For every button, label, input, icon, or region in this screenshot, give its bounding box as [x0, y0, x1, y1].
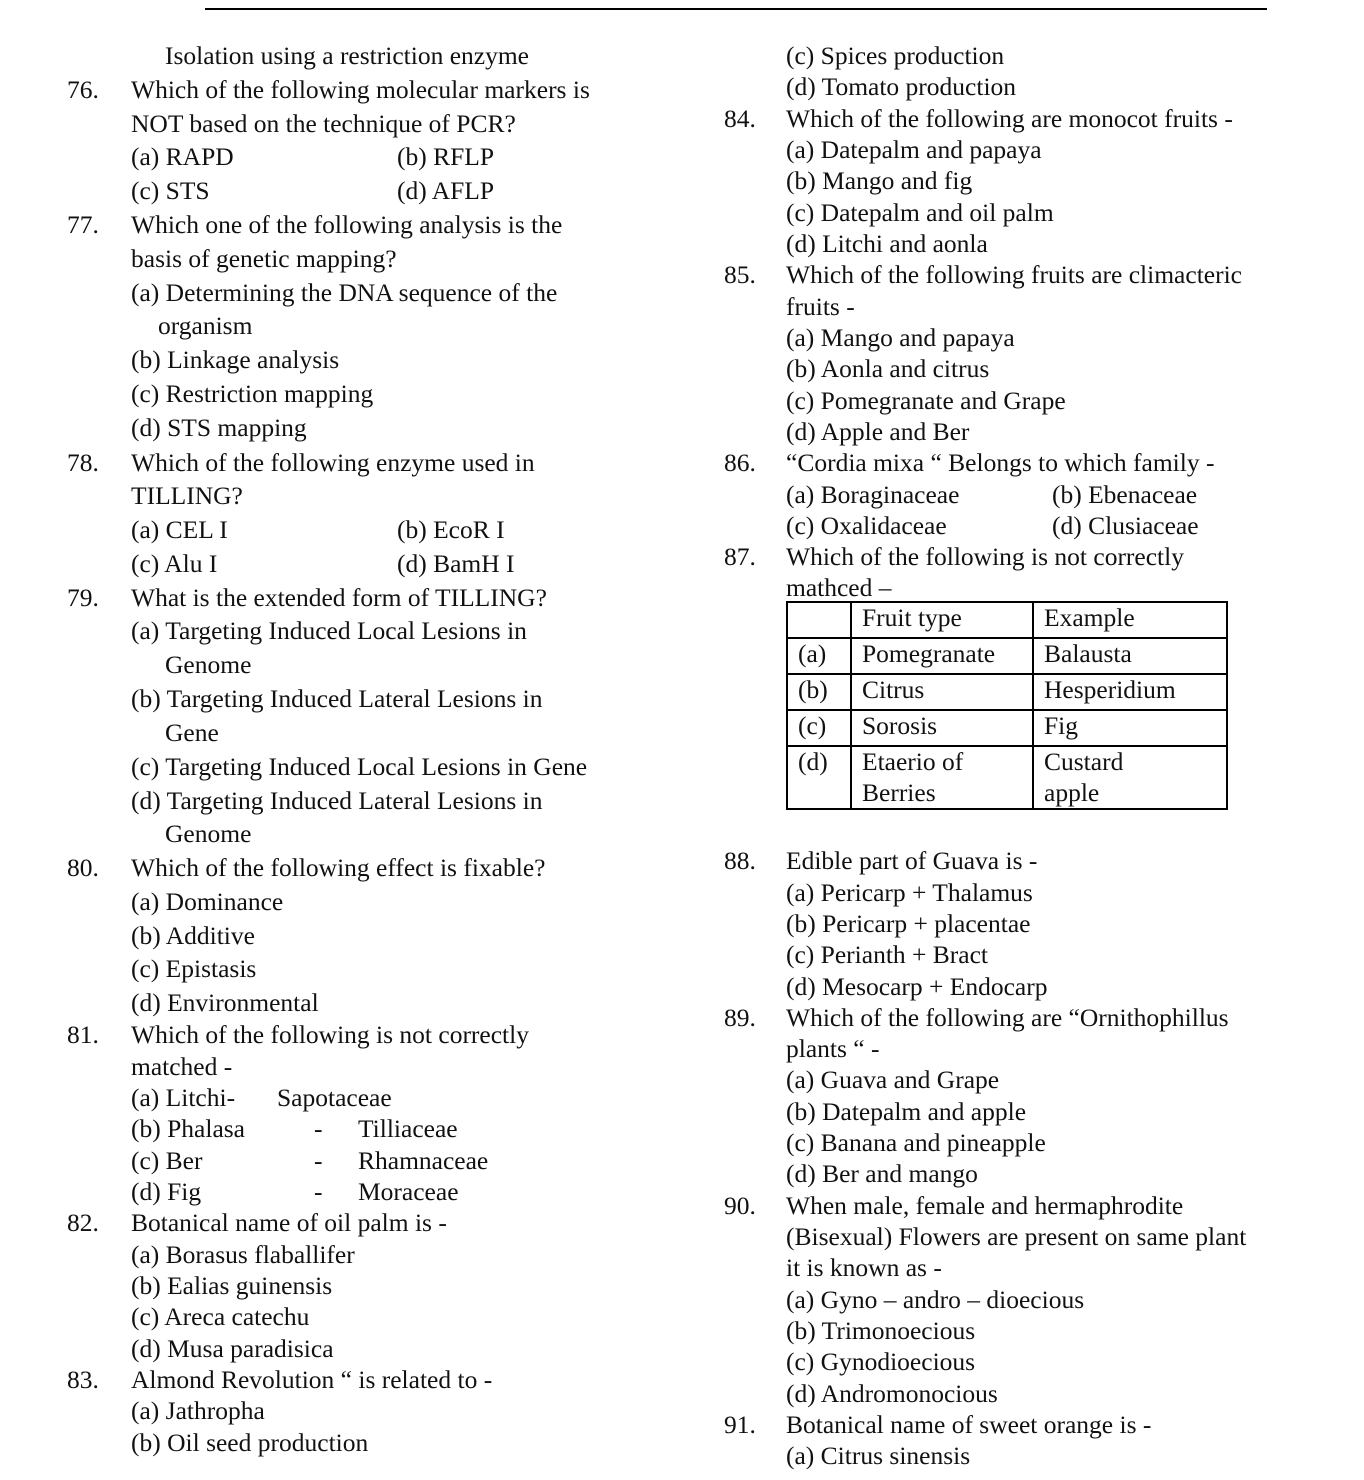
- question-82-text: Botanical name of oil palm is -: [131, 1208, 447, 1237]
- question-90-option-b: (b) Trimonoecious: [786, 1316, 976, 1345]
- question-number-81: 81.: [67, 1020, 99, 1049]
- example-cell: Custard apple: [1033, 746, 1227, 809]
- question-82-option-a: (a) Borasus flaballifer: [131, 1240, 355, 1269]
- question-79-option-b: Gene: [165, 718, 219, 747]
- question-83-option-d: (d) Tomato production: [786, 72, 1017, 101]
- question-82-option-b: (b) Ealias guinensis: [131, 1271, 333, 1300]
- question-88-option-b: (b) Pericarp + placentae: [786, 909, 1031, 938]
- question-87-text: mathced –: [786, 573, 892, 602]
- table-row: [787, 710, 1227, 746]
- question-77-text: Which one of the following analysis is the: [131, 210, 563, 239]
- question-number-82: 82.: [67, 1208, 99, 1237]
- question-88-option-c: (c) Perianth + Bract: [786, 940, 989, 969]
- question-88-option-d: (d) Mesocarp + Endocarp: [786, 972, 1048, 1001]
- question-number-90: 90.: [724, 1191, 756, 1220]
- question-78-option-d: (d) BamH I: [397, 549, 515, 578]
- question-89-option-d: (d) Ber and mango: [786, 1159, 978, 1188]
- question-78-option-c: (c) Alu I: [131, 549, 218, 578]
- question-84-option-d: (d) Litchi and aonla: [786, 229, 988, 258]
- question-77-option-d: (d) STS mapping: [131, 413, 307, 442]
- question-85-text: fruits -: [786, 292, 855, 321]
- top-rule: [205, 8, 1267, 10]
- question-81-option-d-dash: -: [314, 1177, 323, 1206]
- question-number-84: 84.: [724, 104, 756, 133]
- question-79-option-a: (a) Targeting Induced Local Lesions in: [131, 616, 527, 645]
- question-number-89: 89.: [724, 1003, 756, 1032]
- question-89-text: Which of the following are “Ornithophillus: [786, 1003, 1229, 1032]
- question-77-option-c: (c) Restriction mapping: [131, 379, 374, 408]
- table-row: [787, 638, 1227, 674]
- question-77-text: basis of genetic mapping?: [131, 244, 397, 273]
- question-90-option-d: (d) Andromonocious: [786, 1379, 998, 1408]
- question-81-option-c: (c) Ber: [131, 1146, 203, 1175]
- question-84-text: Which of the following are monocot fruits -: [786, 104, 1233, 133]
- question-86-text: “Cordia mixa “ Belongs to which family -: [786, 448, 1215, 477]
- row-label: (c): [787, 710, 851, 746]
- question-84-option-b: (b) Mango and fig: [786, 166, 973, 195]
- question-80-option-d: (d) Environmental: [131, 988, 319, 1017]
- table-header-cell: Example: [1033, 602, 1227, 638]
- question-76-option-b: (b) RFLP: [397, 142, 495, 171]
- question-number-78: 78.: [67, 448, 99, 477]
- table-row: [787, 746, 1227, 809]
- question-number-79: 79.: [67, 583, 99, 612]
- question-90-text: When male, female and hermaphrodite: [786, 1191, 1184, 1220]
- question-86-option-a: (a) Boraginaceae: [786, 480, 960, 509]
- question-89-option-c: (c) Banana and pineapple: [786, 1128, 1046, 1157]
- row-label: (d): [787, 746, 851, 809]
- question-number-83: 83.: [67, 1365, 99, 1394]
- example-cell: Hesperidium: [1033, 674, 1227, 710]
- question-81-option-c-family: Rhamnaceae: [358, 1146, 489, 1175]
- question-91-option-a: (a) Citrus sinensis: [786, 1441, 971, 1470]
- question-79-option-b: (b) Targeting Induced Lateral Lesions in: [131, 684, 543, 713]
- question-86-option-b: (b) Ebenaceae: [1052, 480, 1198, 509]
- question-number-88: 88.: [724, 846, 756, 875]
- question-78-text: Which of the following enzyme used in: [131, 448, 535, 477]
- question-81-option-a: (a) Litchi-: [131, 1083, 236, 1112]
- table-header-cell: [787, 602, 851, 638]
- question-76-option-d: (d) AFLP: [397, 176, 495, 205]
- question-83-option-a: (a) Jathropha: [131, 1396, 265, 1425]
- question-84-option-c: (c) Datepalm and oil palm: [786, 198, 1054, 227]
- question-85-text: Which of the following fruits are climacteric: [786, 260, 1242, 289]
- question-81-text: Which of the following is not correctly: [131, 1020, 529, 1049]
- question-90-text: it is known as -: [786, 1253, 942, 1282]
- question-89-option-b: (b) Datepalm and apple: [786, 1097, 1027, 1126]
- fruit-type-cell: Citrus: [851, 674, 1033, 710]
- question-80-text: Which of the following effect is fixable?: [131, 853, 546, 882]
- question-76-option-c: (c) STS: [131, 176, 210, 205]
- question-82-option-c: (c) Areca catechu: [131, 1302, 310, 1331]
- row-label: (a): [787, 638, 851, 674]
- question-85-option-d: (d) Apple and Ber: [786, 417, 970, 446]
- question-91-text: Botanical name of sweet orange is -: [786, 1410, 1152, 1439]
- question-81-option-a-family: Sapotaceae: [277, 1083, 392, 1112]
- question-81-text: matched -: [131, 1052, 233, 1081]
- question-88-option-a: (a) Pericarp + Thalamus: [786, 878, 1033, 907]
- question-81-option-d-family: Moraceae: [358, 1177, 459, 1206]
- fruit-type-cell: Sorosis: [851, 710, 1033, 746]
- question-87-text: Which of the following is not correctly: [786, 542, 1184, 571]
- question-77-option-a: organism: [158, 311, 253, 340]
- question-77-option-b: (b) Linkage analysis: [131, 345, 340, 374]
- question-77-option-a: (a) Determining the DNA sequence of the: [131, 278, 558, 307]
- question-85-option-c: (c) Pomegranate and Grape: [786, 386, 1066, 415]
- question-83-option-c: (c) Spices production: [786, 41, 1005, 70]
- table-header-cell: Fruit type: [851, 602, 1033, 638]
- question-83-option-b: (b) Oil seed production: [131, 1428, 369, 1457]
- fruit-type-cell: Etaerio of Berries: [851, 746, 1033, 809]
- question-number-77: 77.: [67, 210, 99, 239]
- question-78-text: TILLING?: [131, 481, 243, 510]
- table-row: [787, 674, 1227, 710]
- question-81-option-c-dash: -: [314, 1146, 323, 1175]
- question-number-76: 76.: [67, 75, 99, 104]
- question-81-option-b-family: Tilliaceae: [358, 1114, 458, 1143]
- question-79-option-d: (d) Targeting Induced Lateral Lesions in: [131, 786, 543, 815]
- question-76-text: NOT based on the technique of PCR?: [131, 109, 516, 138]
- question-83-text: Almond Revolution “ is related to -: [131, 1365, 493, 1394]
- question-90-option-c: (c) Gynodioecious: [786, 1347, 976, 1376]
- question-90-text: (Bisexual) Flowers are present on same plant: [786, 1222, 1247, 1251]
- question-81-option-b-dash: -: [314, 1114, 323, 1143]
- fruit-type-cell: Pomegranate: [851, 638, 1033, 674]
- question-89-text: plants “ -: [786, 1034, 880, 1063]
- question-76-option-a: (a) RAPD: [131, 142, 234, 171]
- question-86-option-c: (c) Oxalidaceae: [786, 511, 947, 540]
- question-80-option-c: (c) Epistasis: [131, 954, 257, 983]
- question-number-91: 91.: [724, 1410, 756, 1439]
- question-82-option-d: (d) Musa paradisica: [131, 1334, 334, 1363]
- question-80-option-b: (b) Additive: [131, 921, 255, 950]
- question-89-option-a: (a) Guava and Grape: [786, 1065, 1000, 1094]
- question-81-option-b: (b) Phalasa: [131, 1114, 246, 1143]
- question-88-text: Edible part of Guava is -: [786, 846, 1038, 875]
- continued-option-text: Isolation using a restriction enzyme: [165, 41, 529, 70]
- question-76-text: Which of the following molecular markers is: [131, 75, 590, 104]
- question-78-option-a: (a) CEL I: [131, 515, 228, 544]
- question-79-option-a: Genome: [165, 650, 252, 679]
- question-90-option-a: (a) Gyno – andro – dioecious: [786, 1285, 1085, 1314]
- question-79-text: What is the extended form of TILLING?: [131, 583, 547, 612]
- example-cell: Balausta: [1033, 638, 1227, 674]
- question-86-option-d: (d) Clusiaceae: [1052, 511, 1199, 540]
- example-cell: Fig: [1033, 710, 1227, 746]
- table-header-row: [787, 602, 1227, 638]
- question-79-option-d: Genome: [165, 819, 252, 848]
- question-number-86: 86.: [724, 448, 756, 477]
- question-84-option-a: (a) Datepalm and papaya: [786, 135, 1042, 164]
- row-label: (b): [787, 674, 851, 710]
- question-85-option-b: (b) Aonla and citrus: [786, 354, 990, 383]
- fruit-type-table: [786, 601, 1228, 810]
- question-85-option-a: (a) Mango and papaya: [786, 323, 1015, 352]
- question-number-85: 85.: [724, 260, 756, 289]
- question-80-option-a: (a) Dominance: [131, 887, 284, 916]
- question-78-option-b: (b) EcoR I: [397, 515, 505, 544]
- question-number-87: 87.: [724, 542, 756, 571]
- question-81-option-d: (d) Fig: [131, 1177, 202, 1206]
- question-79-option-c: (c) Targeting Induced Local Lesions in Gene: [131, 752, 588, 781]
- question-number-80: 80.: [67, 853, 99, 882]
